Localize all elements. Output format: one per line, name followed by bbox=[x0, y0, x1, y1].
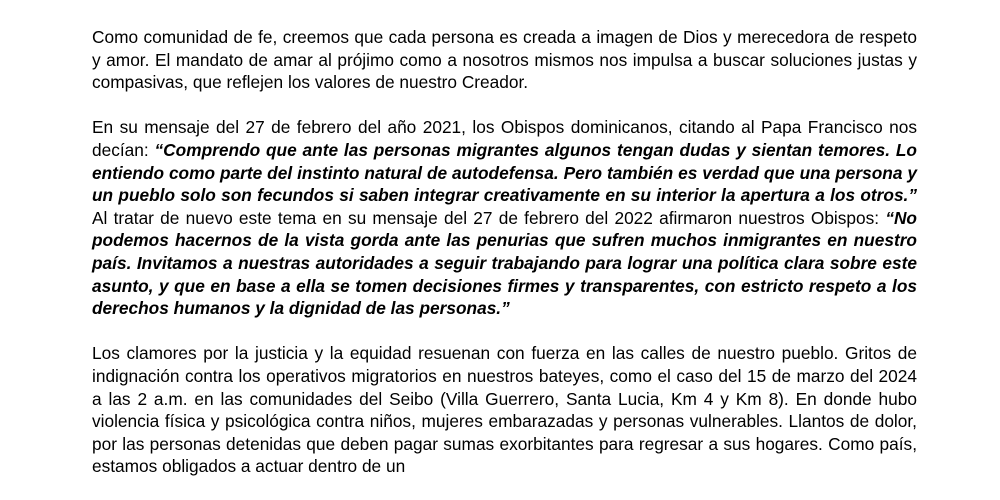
paragraph-justice-clamors bbox=[92, 342, 917, 478]
document-page bbox=[92, 26, 917, 500]
paragraph-text: Al tratar de nuevo este tema en su mensaje del 27 de febrero del 2022 afirmaron nuestros Obispos: bbox=[92, 207, 886, 228]
paragraph-text: Los clamores por la justicia y la equidad resuenan con fuerza en las calles de nuestro pueblo. Gritos de indignación contra los operativos migratorios en nuestros bateyes, como el caso del 15 de marzo del 2024 a las 2 a.m. en las comunidades del Seibo (Villa Guerrero, Santa Lucia, Km 4 y Km 8). En donde hubo violencia física y psicológica contra niños, mujeres embarazadas y personas vulnerables. Llantos de dolor, por las personas detenidas que deben pagar sumas exorbitantes para regresar a sus hogares. Como país, estamos obligados a actuar dentro de un bbox=[92, 343, 917, 477]
paragraph-text: En su mensaje del 27 de febrero del año 2021, los Obispos dominicanos, citando al Papa Francisco nos decían: bbox=[92, 117, 917, 160]
quote-bishops-2022: “No podemos hacernos de la vista gorda ante las penurias que sufren muchos inmigrantes en nuestro país. Invitamos a nuestras autoridades a seguir trabajando para lograr una política clara sobre este asunto, y que en base a ella se tomen decisiones firmes y transparentes, con estricto respeto a los derechos humanos y la dignidad de las personas.” bbox=[92, 207, 917, 319]
paragraph-bishops-message bbox=[92, 116, 917, 319]
quote-pope-francisco: “Comprendo que ante las personas migrantes algunos tengan dudas y sientan temores. Lo entiendo como parte del instinto natural de autodefensa. Pero también es verdad que una persona y un pueblo solo son fecundos si saben integrar creativamente en su interior la apertura a los otros.” bbox=[92, 139, 917, 206]
paragraph-faith-community bbox=[92, 26, 917, 94]
paragraph-text: Como comunidad de fe, creemos que cada persona es creada a imagen de Dios y merecedora de respeto y amor. El mandato de amar al prójimo como a nosotros mismos nos impulsa a buscar soluciones justas y compasivas, que reflejen los valores de nuestro Creador. bbox=[92, 27, 917, 93]
